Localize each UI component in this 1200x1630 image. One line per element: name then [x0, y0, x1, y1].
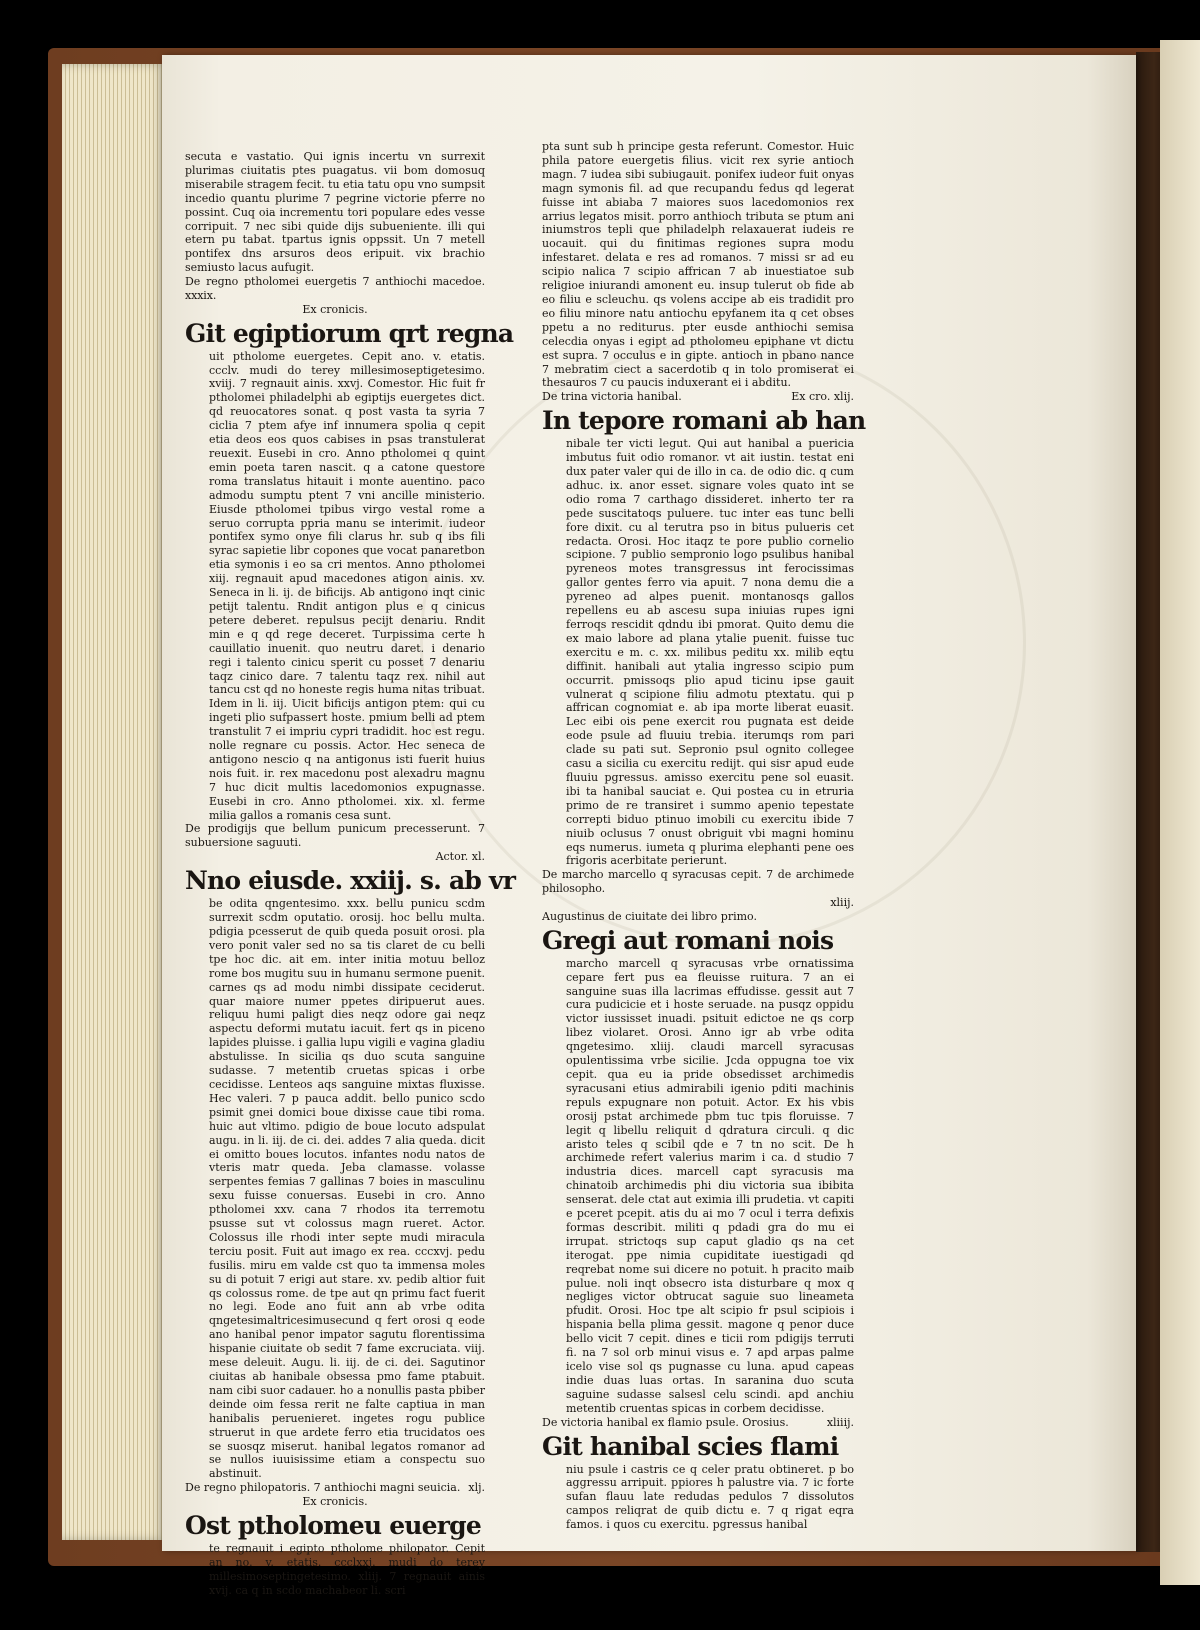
right-rubric-3-number: xliiij. — [826, 1415, 854, 1429]
right-paragraph-1: pta sunt sub h principe gesta referunt. Comestor. Huic phila patore euergetis filius. vicit rex syrie antioch magn. 7 iudea sibi subiugauit. ponifex iudeor fuit onyas magn symonis fil. ad que recupandu fedus qd legerat fuisse int abiaba 7 maiores suos lacedomonios rex arrius legatos misit. porro anthioch tributa se ptum ani iniumstros tepli que philadelph relaxauerat iudeis re uocauit. qui du finitimas regiones supra modu infestaret. delata e res ad romanos. 7 missi sr ad eu scipio nalica 7 scipio affrican 7 ab inuestiatoe sub religioe iniurandi amonent eu. insup tulerut ob fide ab eo filiu e scleuchu. qs volens accipe ab eis tradidit pro eo filiu minore natu antiochu epyfanem ita q cet obses ppetu a no rediturus. pter eusde anthiochi semisa celecdia onyas i egipt ad ptholomeu epiphane vt dictu est supra. 7 occulus e in gipte. antioch in pbano nance 7 mebratim ciect a sacerdotib q in tolo promiserat ei thesauros 7 cu paucis induxerant ei i abditu. — [542, 140, 854, 390]
left-source-1: Ex cronicis. — [302, 302, 368, 316]
right-rubric-1-text: De trina victoria hanibal. — [542, 390, 682, 404]
left-heading-2: Nno eiusde. xxiij. s. ab vr — [185, 866, 516, 896]
right-rubric-1 — [542, 390, 854, 404]
left-rubric-2 — [185, 822, 485, 850]
right-rubric-2: De marcho marcello q syracusas cepit. 7 de archimede philosopho. — [542, 868, 854, 896]
left-paragraph-1: secuta e vastatio. Qui ignis incertu vn surrexit plurimas ciuitatis ptes puagatus. vii bom domosuq miserabile stragem fecit. tu etia tatu opu vno sumpsit incedio quantu plurime 7 pegrine victorie pferre no possint. Cuq oia incrementu tori populare edes vesse corripuit. 7 nec sibi quide dijs subueniente. illi qui etern pu tabat. tpartus ignis oppssit. Un 7 metell pontifex dns arsuros deos eripuit. vix brachio semiusto lacus aufugit. — [185, 150, 485, 275]
left-rubric-2-number: Actor. xl. — [435, 850, 485, 864]
right-rubric-3 — [542, 1416, 854, 1430]
left-rubric-3 — [185, 1481, 485, 1495]
right-paragraph-4: niu psule i castris ce q celer pratu obtineret. p bo aggressu arripuit. ppiores h palustre via. 7 ic forte sufan flauu late redudas pedulos 7 dissolutos campos reliqrat de quib dictu e. 7 q rigat eqra famos. i quos cu exercitu. pgressus hanibal — [566, 1462, 854, 1532]
left-paragraph-2: uit ptholome euergetes. Cepit ano. v. etatis. ccclv. mudi do terey millesimoseptigetesimo. xviij. 7 regnauit ainis. xxvj. Comestor. Hic fuit fr ptholomei philadelphi ab egiptijs euergetes dict. qd reuocatores sonat. q post vasta ta syria 7 ciclia 7 ptem afye inf innumera spolia q cepit etia deos eos quos cabises in psas transtulerat reuexit. Eusebi in cro. Anno ptholomei q quint emin poeta taren nascit. q a catone questore roma translatus hitauit i monte auentino. paco admodu sumptu ptent 7 vni ancille ministerio. Eiusde ptholomei tpibus virgo vestal rome a seruo corrupta ppria manu se interimit. iudeor pontifex symo onye fili clarus hr. sub q ibs fili syrac sapietie libr copones que vocat panaretbon etia symonis i eo sa cri mentos. Anno ptholomei xiij. regnauit apud macedones atigon ainis. xv. Seneca in li. ij. de bificijs. Ab antigono inqt cinic petijt talentu. Rndit antigon plus e q cinicus petere deberet. repulsus pecijt denariu. Rndit min e q qd rege deceret. Turpissima certe h cauillatio inuenit. quo neutru daret. i denario regi i talento cinicu sperit cu posset 7 denariu taqz cinico dare. 7 talentu taqz rex. nihil aut tancu cst qd no honeste regis huma nitas tribuat. Idem in li. iij. Uicit bificijs antigon ptem: qui cu ingeti plio sufpassert hoste. pmium belli ad ptem transtulit 7 ei impriu cypri tradidit. hoc est regu. nolle regnare cu possis. Actor. Hec seneca de antigono nescio q na antigonus isti fuerit huius nois fuit. ir. rex macedonu post alexadru magnu 7 huc dicit multis lacedomonios expugnasse. Eusebi in cro. Anno ptholomei. xix. xl. ferme milia gallos a romanis cesa sunt. — [209, 349, 485, 822]
left-paragraph-4: te regnauit i egipto ptholome philopator. Cepit an no. v. etatis. ccclxxj. mudi do terey millesimoseptingetesimo. xliij. 7 regnauit ainis xvij. ca q in scdo machabeor li. scri — [209, 1542, 485, 1597]
left-source-3: Ex cronicis. — [302, 1495, 368, 1509]
left-rubric-3-text: De regno philopatoris. 7 anthiochi magni seuicia. — [185, 1481, 461, 1495]
right-column — [542, 140, 866, 1532]
page-edges — [62, 64, 166, 1540]
right-rubric-2-number: xliij. — [830, 895, 854, 909]
left-rubric-2-meta — [185, 850, 485, 864]
right-rubric-3-text: De victoria hanibal ex flamio psule. Orosius. — [542, 1415, 789, 1429]
left-heading-3: Ost ptholomeu euerge — [185, 1511, 481, 1541]
right-heading-1: In tepore romani ab han — [542, 406, 866, 436]
right-paragraph-3: marcho marcell q syracusas vrbe ornatissima cepare fert pus ea fleuisse ruitura. 7 an ei sanguine suas illa lacrimas effudisse. gessit aut 7 cura pudicicie et i hoste seruade. na pusqz oppidu victor iussisset inuadi. psituit edictoe ne qs corp libez violaret. Orosi. Anno igr ab vrbe odita qngetesimo. xliij. claudi marcell syracusas opulentissima vrbe sicilie. Jcda oppugna toe vix cepit. qua eu ia pride obsedisset archimedis syracusani etius admirabili igenio pditi machinis repuls expugnare non potuit. Actor. Ex his vbis orosij pstat archimede pbm tuc tpis floruisse. 7 legit q libellu reliquit d qdratura circuli. q dic aristo teles q scibil qde e 7 tn no scit. De h archimede refert valerius marim i ca. d studio 7 industria dices. marcell capt syracusis ma chinatoib archimedis phi diu victoria sua ibibita senserat. dele ctat aut eximia illi prudetia. vt capiti e pceret pcepit. atis du ai mo 7 ocul i terra defixis formas describit. militi q pdadi gra do mu ei irrupat. strictoqs sup caput gladio qs na cet iterogat. ppe nimia cupiditate iuestigadi qd reqrebat nome sui dicere no potuit. h pracito maib pulue. noli inqt obsecro ista disturbare q mox q negliges victor obtrucat saguie suo lineameta pfudit. Orosi. Hoc tpe alt scipio fr psul scipiois i hispania bella plima gessit. magone q penor duce bello vicit 7 cepit. dines e ticii rom pdigijs terruti fi. na 7 sol orb minui visus e. 7 apd arpas palme icelo vise sol qs pugnasse cu luna. apud capeas indie duas luas ortas. In saranina duo scuta saguine sudasse salsesl celu scindi. apd anchiu metentib cruentas spicas in corbem decidisse. — [566, 956, 854, 1415]
left-rubric-2-text: De prodigijs que bellum punicum precesserunt. 7 subuersione saguuti. — [185, 822, 485, 850]
left-paragraph-3: be odita qngentesimo. xxx. bellu punicu scdm surrexit scdm oputatio. orosij. hoc bellu multa. pdigia pcesserut de quib queda posuit orosi. pla vero ponit valer sed no sa tis claret de cu belli tpe hoc dic. ait em. inter initia motuu belloz rome bos mugitu suu in humanu sermone puenit. carnes qs ad modu nimbi dissipate ceciderut. quar maiore numer ppetes diripuerut aues. reliquu humi paligt dies neqz odore gai neqz aspectu deformi mutatu iacuit. fert qs in piceno lapides pluisse. i gallia lupu vigili e vagina gladiu abstulisse. In sicilia qs duo scuta sanguine sudasse. 7 metentib cruetas spicas i orbe cecidisse. Lenteos aqs sanguine mixtas fluxisse. Hec valeri. 7 p pauca addit. bello punico scdo psimit gnei domici boue dixisse caue tibi roma. huic aut vltimo. pdigio de boue locuto adspulat augu. in li. iij. de ci. dei. addes 7 alia queda. dicit ei omitto boues locutos. infantes nodu natos de vteris matr queda. Jeba clamasse. volasse serpentes femias 7 gallinas 7 boies in masculinu sexu fuisse conuersas. Eusebi in cro. Anno ptholomei xxv. cana 7 rhodos ita terremotu psusse sut vt colossus magn rueret. Actor. Colossus ille rhodi inter septe mudi miracula terciu posit. Fuit aut imago ex rea. cccxvj. pedu fusilis. miru em valde cst quo ta immensa moles su di potuit 7 erigi aut stare. xv. pedib altior fuit qs colossus rome. de tpe aut qn primu fact fuerit no legi. Eode ano fuit ann ab vrbe odita qngetesimaltricesimusecund q fert orosi q eode ano hanibal penor impator sagutu florentissima hispanie ciuitate ob sedit 7 fame excruciata. viij. mese deleuit. Augu. li. iij. de ci. dei. Sagutinor ciuitas ab hanibale obsessa pmo fame ptabuit. nam cibi suor cadauer. ho a nonullis pasta pbiber deinde oim fessa rerit ne falte captiua in man hanibalis peruenieret. ingetes rogu publice struerut in que ardete ferro etia trucidatos oes se suosqz miserut. hanibal legatos romanor ad se nullos iuuisissime etiam a conspectu suo abstinuit. — [209, 897, 485, 1481]
right-heading-3: Git hanibal scies flami — [542, 1431, 839, 1461]
right-source-2: Augustinus de ciuitate dei libro primo. — [542, 909, 757, 923]
right-rubric-1-meta: Ex cro. xlij. — [791, 390, 854, 404]
left-rubric-3-number: xlj. — [468, 1481, 485, 1495]
left-heading-1: Git egiptiorum qrt regna — [185, 318, 514, 348]
left-rubric-1: De regno ptholomei euergetis 7 anthiochi macedoe. xxxix. — [185, 275, 485, 302]
right-paragraph-2: nibale ter victi legut. Qui aut hanibal a puericia imbutus fuit odio romanor. vt ait iustin. testat eni dux pater valer qui de illo in ca. de odio dic. q cum adhuc. ix. anor esset. signare voles quato int se odio roma 7 carthago dissideret. inherto ter ra pede suscitatoqs puluere. tuc inter eas tunc belli fore dixit. cu al terutra pso in bitus pulueris cet redacta. Orosi. Hoc itaqz te pore publio cornelio scipione. 7 publio sempronio logo psulibus hanibal pyreneos motes transgressus int ferocissimas gallor gentes ferro via apuit. 7 nona demu die a pyreneo ad alpes puenit. montanosqs gallos repellens eu ab ascesu supa iniuias rupes igni ferroqs rescidit qdndu ibi pmorat. Quito demu die ex maio labore ad plana ytalie puenit. fuisse tuc exercitu e m. c. xx. milibus peditu xx. milib eqtu diffinit. hanibali aut ytalia ingresso scipio pum occurrit. pmissoqs plio apud ticinu ipse gauit vulnerat q scipione filiu admotu ptextatu. qui p affrican cognomiat e. ab ipa morte liberat euasit. Lec eibi ois pene exercit rou pugnata est deide eode psule ad fluuiu trebia. iterumqs rom pari clade su pati sut. Sepronio psul ognito collegee casu a sicilia cu exercitu redijt. qui sisr apud eude fluuiu pgressus. amisso exercitu pene sol euasit. ibi ta hanibal sauciat e. Qui postea cu in etruria primo de re transiret i summo apenio tepestate correpti biduo ptinuo imobili cu exercitu ibide 7 niuib oclusus 7 onust obriguit vbi magni hominu eqs numerus. iumeta q plurima elephanti pene oes frigoris acerbitate perierunt. — [566, 437, 854, 868]
left-column — [185, 150, 516, 1598]
right-heading-2: Gregi aut romani nois — [542, 925, 834, 955]
right-rubric-2-meta — [542, 896, 854, 910]
facing-page-edge — [1160, 40, 1200, 1585]
